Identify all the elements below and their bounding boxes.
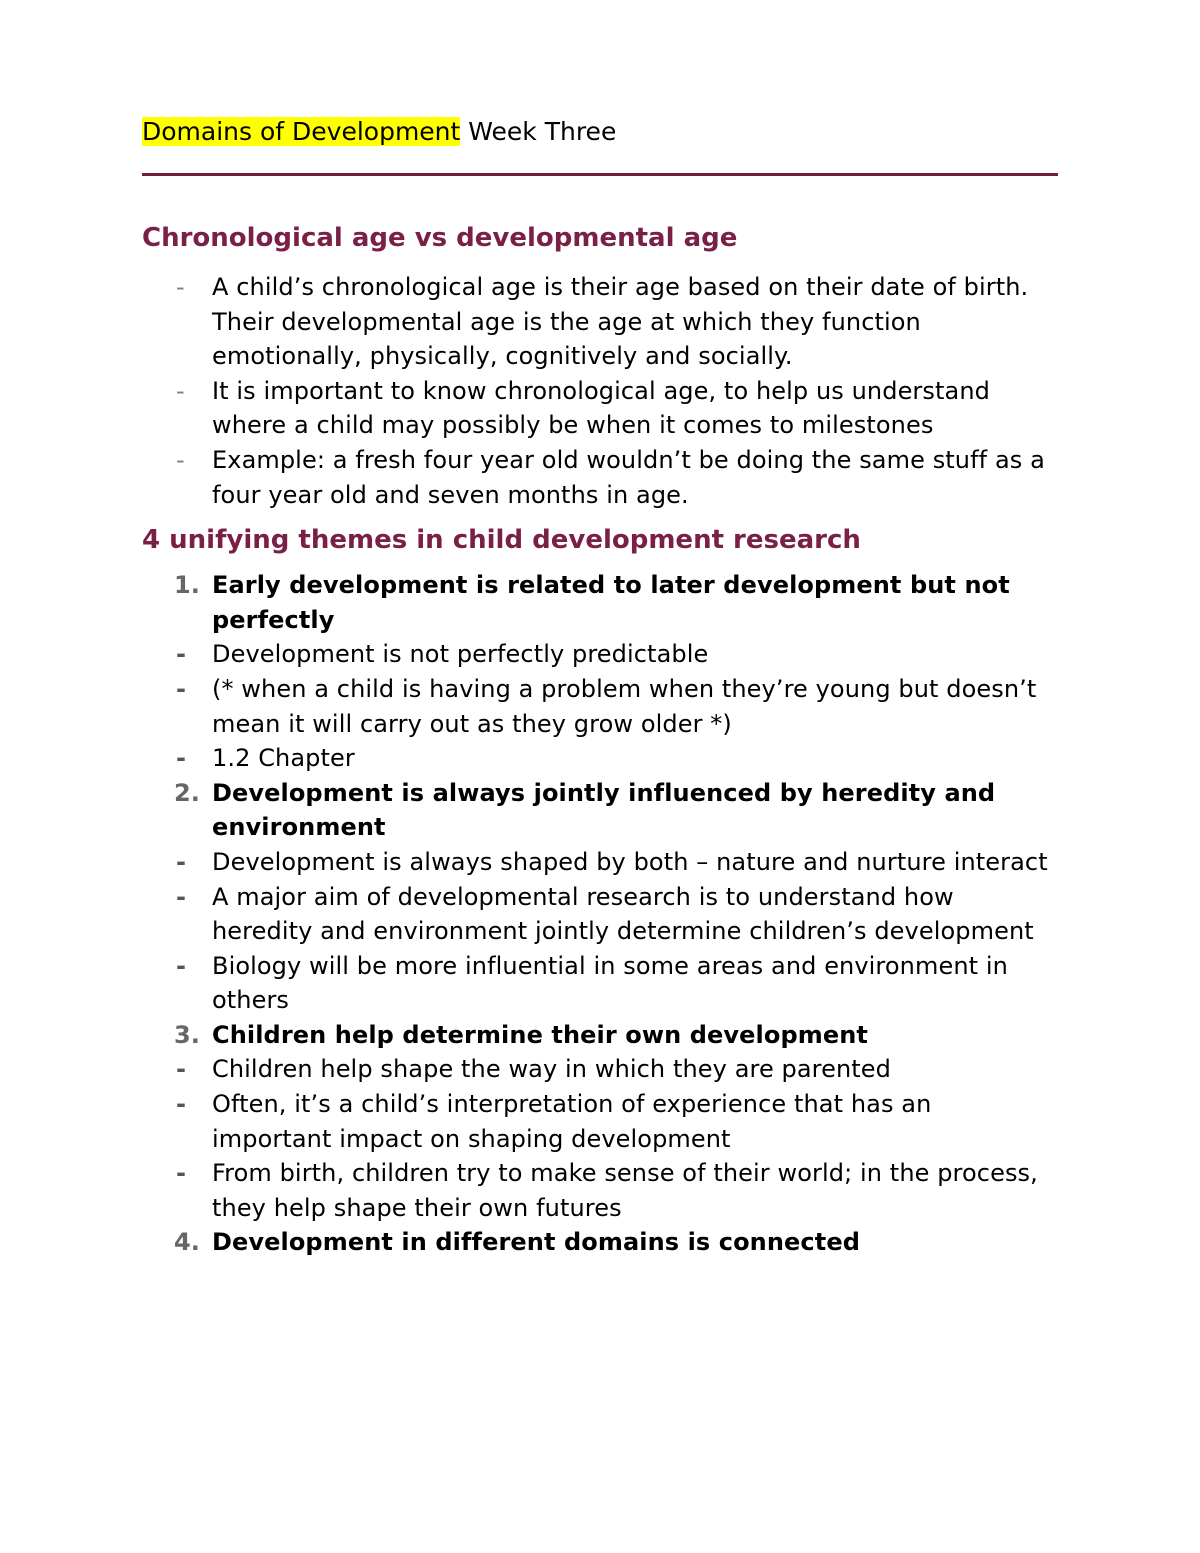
dash-bullet: -	[176, 1090, 187, 1119]
theme-title-text: Early development is related to later development but not perfectly	[212, 571, 1010, 634]
list-item-text: Biology will be more influential in some areas and environment in others	[212, 951, 1008, 1015]
theme-title-text: Development is always jointly influenced by heredity and environment	[212, 778, 996, 842]
document-title	[142, 110, 1058, 154]
dash-bullet: -	[176, 1055, 187, 1084]
list-item-text: (* when a child is having a problem when they’re young but doesn’t mean it will carry out as they grow older *)	[212, 674, 1037, 738]
dash-bullet: -	[176, 445, 185, 474]
title-suffix-text: Week Three	[460, 117, 617, 146]
title-highlighted-text: Domains of Development	[142, 117, 461, 146]
dash-bullet: -	[176, 744, 187, 773]
theme-number: 3.	[174, 1020, 201, 1049]
chronological-age-list	[142, 270, 1058, 512]
section-heading-chronological-age: Chronological age vs developmental age	[142, 223, 738, 253]
list-item	[142, 443, 1058, 512]
list-item-text: Development is not perfectly predictable	[212, 640, 709, 669]
list-item	[142, 741, 1058, 776]
theme-number: 2.	[174, 778, 201, 807]
list-item	[142, 949, 1058, 1018]
list-item-text: A major aim of developmental research is to understand how heredity and environment jointly determine children’s development	[212, 882, 1034, 946]
dash-bullet: -	[176, 1159, 187, 1188]
list-item-text: Example: a fresh four year old wouldn’t be doing the same stuff as a four year old and seven months in age.	[212, 445, 1045, 509]
list-item	[142, 1087, 1058, 1156]
theme-number: 4.	[174, 1228, 201, 1257]
list-item-text: A child’s chronological age is their age based on their date of birth. Their developmental age is the age at which they function emotionally, physically, cognitively and socially.	[212, 273, 1029, 371]
list-item-text: Development is always shaped by both – nature and nurture interact	[212, 847, 1048, 876]
theme-title	[142, 568, 1058, 637]
dash-bullet: -	[176, 674, 187, 703]
dash-bullet: -	[176, 847, 187, 876]
theme-title	[142, 776, 1058, 845]
document-page	[142, 110, 1058, 1260]
dash-bullet: -	[176, 640, 187, 669]
dash-bullet: -	[176, 273, 185, 301]
list-item	[142, 637, 1058, 672]
list-item	[142, 672, 1058, 741]
theme-title	[142, 1018, 1058, 1053]
list-item-text: It is important to know chronological age, to help us understand where a child may possibly be when it comes to milestones	[212, 376, 990, 440]
dash-bullet: -	[176, 376, 185, 405]
title-divider	[142, 173, 1058, 176]
theme-title-text: Development in different domains is connected	[212, 1228, 860, 1257]
theme-title-text: Children help determine their own development	[212, 1020, 868, 1049]
list-item	[142, 880, 1058, 949]
theme-title	[142, 1225, 1058, 1260]
list-item	[142, 845, 1058, 880]
list-item	[142, 270, 1058, 374]
list-item-text: 1.2 Chapter	[212, 744, 355, 773]
list-item	[142, 1156, 1058, 1225]
dash-bullet: -	[176, 951, 187, 980]
list-item	[142, 1052, 1058, 1087]
list-item	[142, 374, 1058, 443]
list-item-text: Often, it’s a child’s interpretation of experience that has an important impact on shaping development	[212, 1090, 932, 1153]
list-item-text: Children help shape the way in which they are parented	[212, 1055, 892, 1084]
section-heading-unifying-themes: 4 unifying themes in child development research	[142, 525, 861, 556]
list-item-text: From birth, children try to make sense of their world; in the process, they help shape their own futures	[212, 1159, 1038, 1222]
unifying-themes-list	[142, 568, 1058, 1260]
dash-bullet: -	[176, 882, 187, 911]
theme-number: 1.	[174, 571, 201, 600]
